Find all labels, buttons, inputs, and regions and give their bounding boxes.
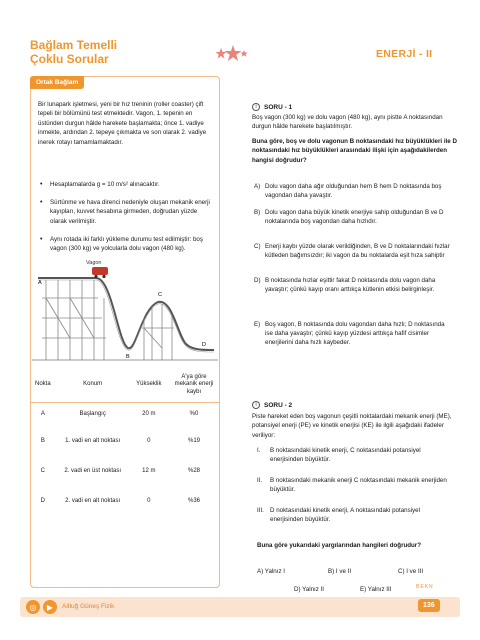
youtube-icon[interactable]: ▶: [43, 600, 57, 614]
q1-option-b[interactable]: B) Dolu vagon daha büyük kinetik enerjiye sahip olduğundan B ve D noktalarında boş vagondan daha hızlıdır.: [254, 209, 444, 226]
table-row: D 2. vadi en alt noktası 0 %36: [40, 498, 200, 504]
bullet-dot-icon: •: [40, 181, 43, 188]
table-row: C 2. vadi en üst noktası 12 m %28: [40, 468, 200, 474]
table-row: A Başlangıç 20 m %0: [40, 411, 199, 418]
table-header-row: [30, 368, 220, 402]
q1-option-d[interactable]: D) B noktasında hızlar eşittir fakat D noktasında dolu vagon daha yavaştır; çünkü kayıp oranı arttıkça kütlenin etkisi belirginleşir.: [254, 277, 436, 294]
data-table: [30, 368, 220, 516]
q2-answer-c[interactable]: C) I ve III: [398, 568, 424, 575]
q2-statement-2: II. B noktasındaki mekanik enerji C noktasındaki mekanik enerjiden büyüktür.: [257, 477, 447, 494]
q1-option-a[interactable]: A) Dolu vagon daha ağır olduğundan hem B hem D noktasında boş vagondan daha yavaştır.: [254, 183, 442, 200]
corner-code: BEKN: [416, 584, 434, 590]
page-number: 136: [418, 599, 440, 612]
table-header-cell: A'ya göre mekanik enerji kaybı: [168, 368, 220, 402]
point-c-label: C: [158, 292, 162, 298]
table-header-cell: Yükseklik: [130, 368, 168, 402]
publisher-name: Aitluğ Güneş Fizik: [62, 603, 115, 610]
q1-option-e[interactable]: E) Boş vagon, B noktasında dolu vagondan daha hızlı; D noktasında ise daha yavaştır; çünkü kayıp yüzdesi arttıkça hafif cisimler enerjilerini daha hızlı kaybeder.: [254, 321, 445, 347]
bullet-dot-icon: •: [40, 199, 43, 207]
question-2-prompt: Buna göre yukarıdaki yargılarından hangileri doğrudur?: [257, 542, 421, 549]
unit-title: ENERJİ - II: [376, 48, 433, 60]
point-d-label: D: [202, 342, 206, 348]
track-path: [38, 278, 214, 350]
question-2-text: Piste hareket eden boş vagonun çeşitli noktalardaki mekanik enerji (ME), potansiyel enerji (PE) ve kinetik enerjisi (KE) ile ilgili aşağıdaki ifadeler veriliyor:: [252, 413, 452, 439]
roller-coaster-diagram: [32, 258, 218, 362]
bullet-item: • Aynı rotada iki farklı yükleme durumu test edilmiştir: boş vagon (300 kg) ve yolcularla dolu vagon (480 kg).: [40, 235, 203, 253]
bullet-item: • Sürtünme ve hava direnci nedeniyle oluşan mekanik enerji kayıpları, kuvvet hesabına girmeden, doğrudan yüzde olarak verilmiştir.: [40, 199, 210, 225]
q2-statement-1: I. B noktasındaki kinetik enerji, C noktasındaki potansiyel enerjisinden büyüktür.: [257, 447, 421, 464]
question-1-text: Boş vagon (300 kg) ve dolu vagon (480 kg), aynı pistte A noktasından durgun hâlde harekete başlatılmıştır.: [252, 114, 443, 131]
question-2-heading: i SORU - 2: [252, 401, 292, 409]
q2-answer-e[interactable]: E) Yalnız III: [360, 586, 392, 593]
q2-statement-3: III. D noktasındaki kinetik enerji, A noktasındaki potansiyel enerjisinden büyüktür.: [257, 507, 420, 524]
instagram-icon[interactable]: ◎: [26, 600, 40, 614]
context-intro: Bir lunapark işletmesi, yeni bir hız treninin (roller coaster) çift tepeli bir bölümünü test etmektedir. Vagon, 1. tepenin en üstünden durgun hâlde harekete başlamakta; önce 1. vadiye inmekte, ardından 2. tepeye çıkmakta ve son olarak 2. vadiye inerek rotayı tamamlamaktadır.: [38, 101, 207, 146]
table-row: B 1. vadi en alt noktası 0 %19: [40, 438, 200, 444]
vagon-label: Vagon: [86, 260, 102, 266]
question-1-prompt: Buna göre, boş ve dolu vagonun B noktasındaki hız büyüklükleri ile D noktasındaki hız büyüklükleri arasındaki ilişki için aşağıdakilerden hangisi doğrudur?: [252, 138, 457, 164]
q2-answer-a[interactable]: A) Yalnız I: [257, 568, 285, 575]
title-line-1: Bağlam Temelli: [30, 38, 118, 52]
context-tag: Ortak Bağlam: [30, 76, 84, 89]
info-icon: i: [252, 401, 260, 409]
table-header-cell: Konum: [56, 368, 130, 402]
stars-icon: [213, 44, 249, 62]
q2-answer-b[interactable]: B) I ve II: [328, 568, 352, 575]
point-b-label: B: [126, 354, 130, 360]
point-a-label: A: [38, 280, 42, 286]
bullet-item: • Hesaplamalarda g = 10 m/s² alınacaktır.: [40, 181, 160, 188]
info-icon: i: [252, 103, 260, 111]
vagon-icon: [92, 267, 108, 275]
table-header-cell: Nokta: [30, 368, 56, 402]
question-1-heading: i SORU - 1: [252, 103, 292, 111]
q2-answer-d[interactable]: D) Yalnız II: [294, 586, 325, 593]
context-bullets: [40, 180, 212, 262]
page-title: [30, 38, 210, 66]
title-line-2: Çoklu Sorular: [30, 52, 109, 66]
bullet-dot-icon: •: [40, 235, 43, 243]
q1-option-c[interactable]: C) Enerji kaybı yüzde olarak verildiğinden, B ve D noktalarındaki hızlar kütleden bağımsızdır; iki vagon da bu noktalarda eşit hıza sahiptir: [254, 243, 450, 260]
